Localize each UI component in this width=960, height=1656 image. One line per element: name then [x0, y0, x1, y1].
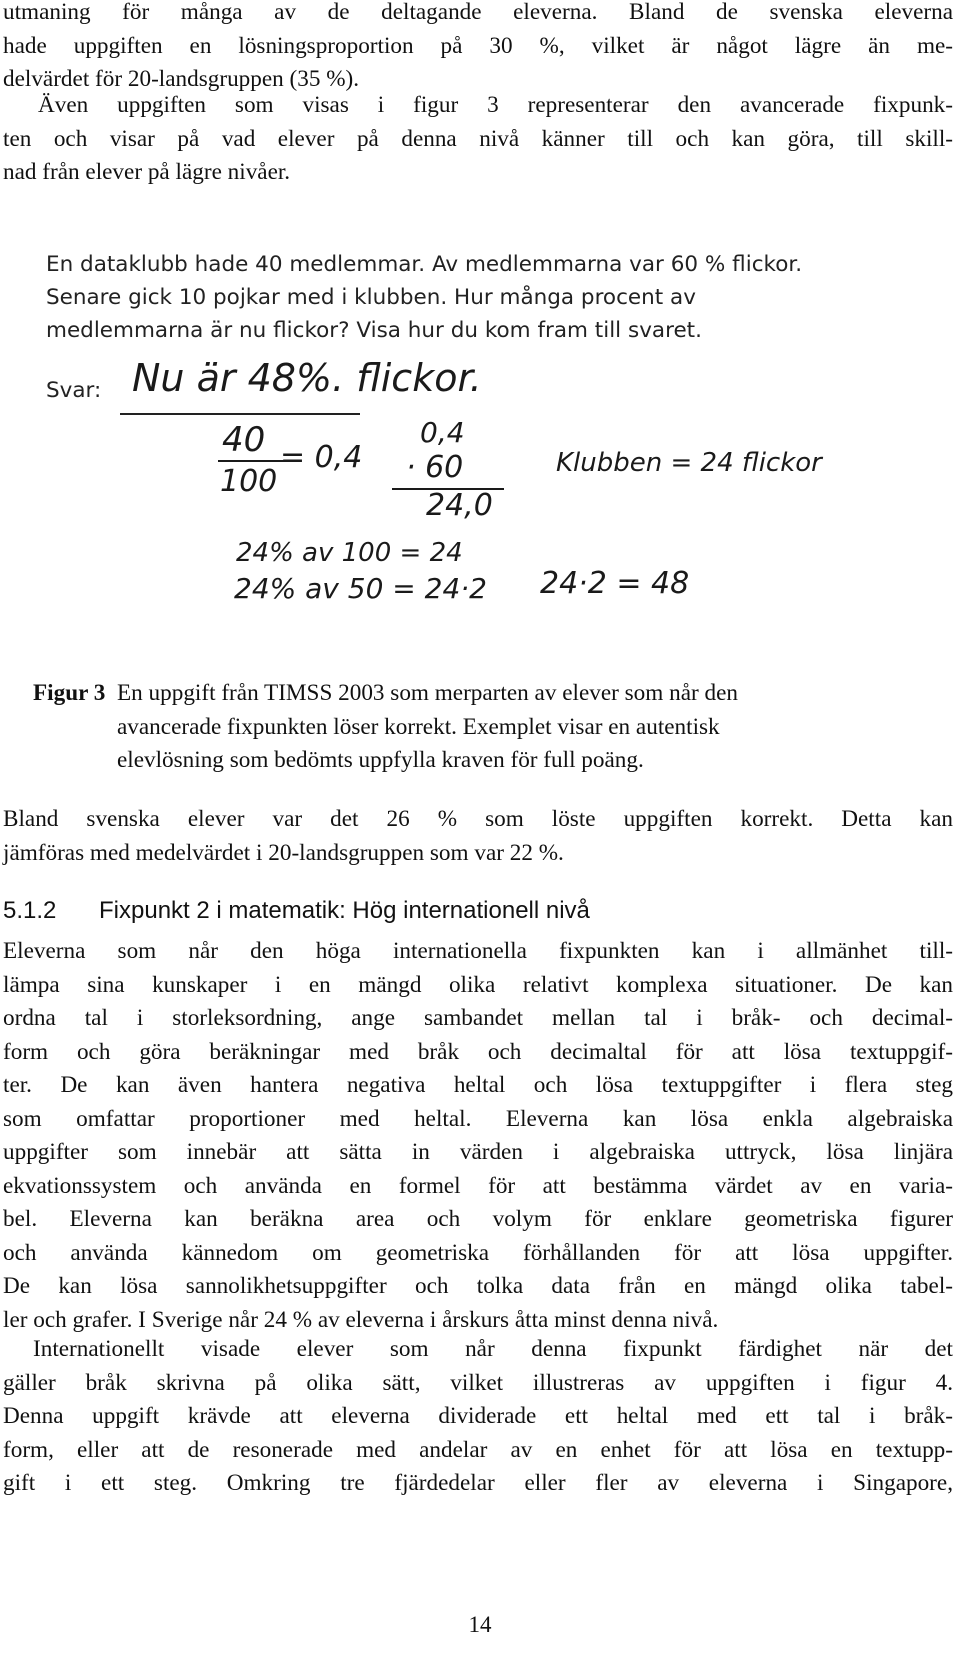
text-line: De kan lösa sannolikhetsuppgifter och tolka data från en mängd olika tabel-	[3, 1273, 953, 1299]
caption-line: En uppgift från TIMSS 2003 som merparten av elever som når den	[117, 680, 738, 706]
handwritten-fraction-numerator: 40	[222, 420, 266, 460]
text-line: och använda kännedom om geometriska förhållanden för att lösa uppgifter.	[3, 1239, 953, 1266]
figure-3-scanned-task	[40, 248, 920, 638]
paragraph-after-figure	[3, 803, 953, 870]
fraction-bar	[218, 460, 288, 462]
handwritten-line-1: 24% av 100 = 24	[236, 538, 463, 568]
text-line: ekvationssystem och använda en formel för att bestämma värdet av en varia-	[3, 1172, 953, 1199]
text-line: ler och grafer. I Sverige når 24 % av eleverna i årskurs åtta minst denna nivå.	[3, 1306, 719, 1333]
text-line: ter. De kan även hantera negativa heltal och lösa textuppgifter i flera steg	[3, 1072, 953, 1098]
paragraph-fixpunkt-2	[3, 935, 953, 1337]
text-line: gift i ett steg. Omkring tre fjärdedelar eller fler av eleverna i Singapore,	[3, 1470, 953, 1496]
task-line: medlemmarna är nu flickor? Visa hur du kom fram till svaret.	[46, 318, 702, 343]
handwritten-multiplication-result: 24,0	[426, 488, 493, 523]
caption-line: elevlösning som bedömts uppfylla kraven för full poäng.	[117, 747, 644, 773]
text-line: ten och visar på vad elever på denna nivå känner till och kan göra, till skill-	[3, 125, 953, 152]
text-line: jämföras med medelvärdet i 20-landsgruppen som var 22 %.	[3, 839, 564, 866]
paragraph-figure-intro	[3, 89, 953, 190]
handwritten-multiplication-top: 0,4	[420, 416, 465, 449]
text-line: hade uppgiften en lösningsproportion på 30 %, vilket är något lägre än me-	[3, 32, 953, 59]
text-line: Eleverna som når den höga internationella fixpunkten kan i allmänhet till-	[3, 938, 953, 964]
page-number: 14	[468, 1612, 492, 1637]
caption-label: Figur 3	[33, 680, 106, 706]
text-line: uppgifter som innebär att sätta in värden i algebraiska uttryck, lösa linjära	[3, 1139, 953, 1165]
paragraph-top	[3, 0, 953, 97]
caption-text	[117, 677, 927, 778]
text-line: utmaning för många av de deltagande eleverna. Bland de svenska eleverna	[3, 0, 953, 25]
text-line: nad från elever på lägre nivåer.	[3, 159, 291, 185]
caption-line: avancerade fixpunkten löser korrekt. Exemplet visar en autentisk	[117, 713, 720, 740]
text-line: som omfattar proportioner med heltal. Eleverna kan lösa enkla algebraiska	[3, 1105, 953, 1132]
text-line: form och göra beräkningar med bråk och decimaltal för att lösa textuppgif-	[3, 1038, 953, 1065]
handwritten-line-2: 24% av 50 = 24·2	[234, 572, 487, 605]
handwritten-fraction-denominator: 100	[220, 464, 278, 499]
text-line: form, eller att de resonerade med andelar av en enhet för att lösa en textupp-	[3, 1436, 953, 1463]
text-line: delvärdet för 20-landsgruppen (35 %).	[3, 66, 360, 92]
text-line: lämpa sina kunskaper i en mängd olika relativt komplexa situationer. De kan	[3, 971, 953, 998]
text-line: gäller bråk skrivna på olika sätt, vilket illustreras av uppgiften i figur 4.	[3, 1369, 953, 1396]
text-line: bel. Eleverna kan beräkna area och volym för enklare geometriska figurer	[3, 1206, 953, 1232]
task-question	[46, 248, 866, 347]
text-line: Denna uppgift krävde att eleverna dividerade ett heltal med ett tal i bråk-	[3, 1403, 953, 1429]
handwritten-line-3: 24·2 = 48	[540, 566, 690, 601]
text-line: Internationellt visade elever som når denna fixpunkt färdighet när det	[33, 1336, 953, 1362]
section-title: Fixpunkt 2 i matematik: Hög internationell nivå	[99, 897, 590, 924]
task-line: Senare gick 10 pojkar med i klubben. Hur många procent av	[46, 285, 696, 310]
section-number: 5.1.2	[3, 897, 57, 924]
svar-label: Svar:	[46, 378, 102, 403]
task-line: En dataklubb hade 40 medlemmar. Av medlemmarna var 60 % flickor.	[46, 252, 803, 277]
section-heading	[3, 897, 590, 925]
answer-line	[120, 413, 360, 415]
text-line: Även uppgiften som visas i figur 3 representerar den avancerade fixpunk-	[38, 92, 953, 118]
handwritten-answer: Nu är 48%. flickor.	[132, 356, 482, 400]
handwritten-klubben: Klubben = 24 flickor	[556, 448, 822, 478]
text-line: ordna tal i storleksordning, ange sambandet mellan tal i bråk- och decimal-	[3, 1005, 953, 1031]
handwritten-fraction-result: = 0,4	[280, 440, 363, 475]
text-line: Bland svenska elever var det 26 % som löste uppgiften korrekt. Detta kan	[3, 806, 953, 832]
handwritten-multiplication-middle: · 60	[406, 450, 464, 485]
paragraph-international	[3, 1333, 953, 1501]
